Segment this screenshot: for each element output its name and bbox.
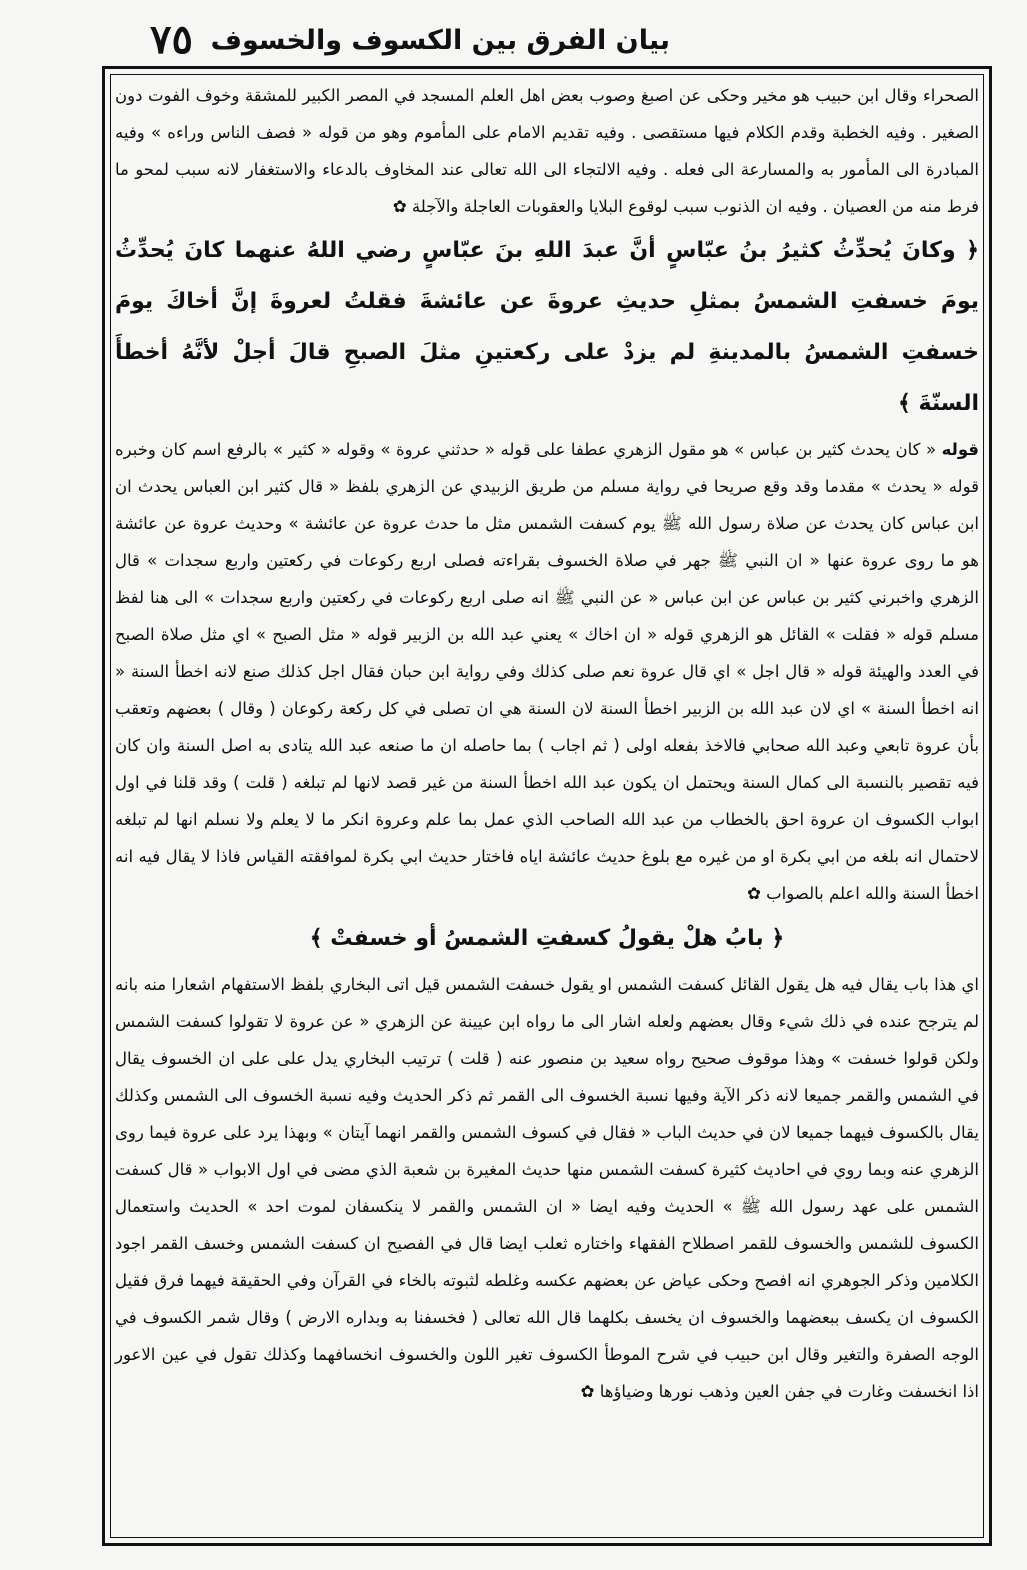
commentary-paragraph-1: الصحراء وقال ابن حبيب هو مخير وحكى عن اصبغ وصوب بعض اهل العلم المسجد في المصر الكبير للمشقة وخوف الفوت دون الصغير . وفيه الخطبة وقدم الكلام فيها مستقصى . وفيه تقديم الامام على المأموم وهو من قوله « فصف الناس وراءه » وفيه المبادرة الى المأمور به والمسارعة الى فعله . وفيه الالتجاء الى الله تعالى عند المخاوف بالدعاء والاستغفار لانه سبب لمحو ما فرط منه من العصيان . وفيه ان الذنوب سبب لوقوع البلايا والعقوبات العاجلة والآجلة ✿ <box>115 86 979 216</box>
text-frame <box>102 66 992 1546</box>
commentary-paragraph-2 <box>115 431 979 912</box>
commentary-paragraph-3: اي هذا باب يقال فيه هل يقول القائل كسفت الشمس او يقول خسفت الشمس قيل اتى البخاري بلفظ الاستفهام اشعارا منه بانه لم يترجح عنده في ذلك شيء وقال بعضهم ولعله اشار الى ما رواه ابن عيينة عن الزهري « عن عروة لا تقولوا كسفت الشمس ولكن قولوا خسفت » وهذا موقوف صحيح رواه سعيد بن منصور عنه ( قلت ) ترتيب البخاري يدل على على ان الخسوف يقال في الشمس والقمر جميعا لانه ذكر الآية وفيها نسبة الخسوف الى القمر ثم ذكر الحديث وفيه نسبة الخسوف الى الشمس وكذلك يقال بالكسوف فيهما جميعا لان في حديث الباب « فقال في كسوف الشمس والقمر انهما آيتان » وبهذا يرد على عروة فيما روى الزهري عنه وبما روي في احاديث كثيرة كسفت الشمس منها حديث المغيرة بن شعبة الذي مضى في اول الابواب « قال كسفت الشمس على عهد رسول الله ﷺ » الحديث وفيه ايضا « ان الشمس والقمر لا ينكسفان لموت احد » الحديث واستعمال الكسوف للشمس والخسوف للقمر اصطلاح الفقهاء واختاره ثعلب ايضا قال في الفصيح ان كسفت الشمس وخسف القمر اجود الكلامين وذكر الجوهري انه افصح وحكى عياض عن بعضهم عكسه وغلطه لثبوته بالخاء في القرآن وفي الحقيقة فيهما فرق فقيل الكسوف ان يكسف ببعضهما والخسوف ان يخسف بكلهما قال الله تعالى ( فخسفنا به وبداره الارض ) وقال شمر الكسوف في الوجه الصفرة والتغير وقال ابن حبيب في شرح الموطأ الكسوف تغير اللون والخسوف انخسافهما وكذلك تقول في عين الاعور اذا انخسفت وغارت في جفن العين وذهب نورها وضياؤها ✿ <box>115 975 979 1401</box>
commentary-paragraph-2-body: « كان يحدث كثير بن عباس » هو مقول الزهري عطفا على قوله « حدثني عروة » وقوله « كثير » بالرفع اسم كان وخبره قوله « يحدث » مقدما وقد وقع صريحا في رواية مسلم من طريق الزبيدي عن الزهري بلفظ « قال كثير ابن العباس يحدث ان ابن عباس كان يحدث عن صلاة رسول الله ﷺ يوم كسفت الشمس مثل ما حدث عروة عن عائشة » وحديث عروة عن عائشة هو ما روى عروة عنها « ان النبي ﷺ جهر في صلاة الخسوف بقراءته فصلى اربع ركوعات في ركعتين واربع سجدات » قال الزهري واخبرني كثير بن عباس عن ابن عباس « عن النبي ﷺ انه صلى اربع ركوعات في ركعتين واربع سجدات » الى هنا لفظ مسلم قوله « فقلت » القائل هو الزهري قوله « ان اخاك » يعني عبد الله بن الزبير قوله « مثل الصبح » اي مثل صلاة الصبح في العدد والهيئة قوله « قال اجل » اي قال عروة نعم صلى كذلك وفي رواية ابن حبان فقال اجل كذلك صنع لانه اخطأ السنة « انه اخطأ السنة » اي لان عبد الله بن الزبير اخطأ السنة لان السنة هي ان تصلى في كل ركعة ركوعان ( وقال ) بعضهم وتعقب بأن عروة تابعي وعبد الله صحابي فالاخذ بفعله اولى ( ثم اجاب ) بما حاصله ان ما صنعه عبد الله يتادى به اصل السنة وان كان فيه تقصير بالنسبة الى كمال السنة ويحتمل ان يكون عبد الله اخطأ السنة من غير قصد لانها لم تبلغه ( قلت ) وقد قلنا في اول ابواب الكسوف ان عروة احق بالخطاب من عبد الله الصاحب الذي عمل بما علم وعروة انكر ما لا يعلم ولا نسلم انها لم تبلغه لاحتمال انه بلغه من ابي بكرة او من غيره مع بلوغ حديث عائشة اياه فاختار حديث ابي بكرة لموافقته القياس فاذا لا يقال فيه انه اخطأ السنة والله اعلم بالصواب ✿ <box>115 440 979 903</box>
page-content <box>115 77 979 1535</box>
commentary-lead-word: قوله <box>941 440 979 459</box>
page-number: ٧٥ <box>150 16 193 63</box>
hadith-text: ﴿ وكانَ يُحدِّثُ كثيرُ بنُ عبّاسٍ أنَّ عبدَ اللهِ بنَ عبّاسٍ رضي اللهُ عنهما كانَ يُحدِّثُ يومَ خسفتِ الشمسُ بمثلِ حديثِ عروةَ عن عائشةَ فقلتُ لعروةَ إنَّ أخاكَ يومَ خسفتِ الشمسُ بالمدينةِ لم يزدْ على ركعتينِ مثلَ الصبحِ قالَ أجلْ لأنَّهُ أخطأَ السنّةَ ﴾ <box>115 238 979 416</box>
chapter-heading: ﴿ بابُ هلْ يقولُ كسفتِ الشمسُ أو خسفتْ ﴾ <box>309 926 785 951</box>
running-title: بيان الفرق بين الكسوف والخسوف <box>210 25 670 56</box>
page-header <box>100 18 1000 62</box>
